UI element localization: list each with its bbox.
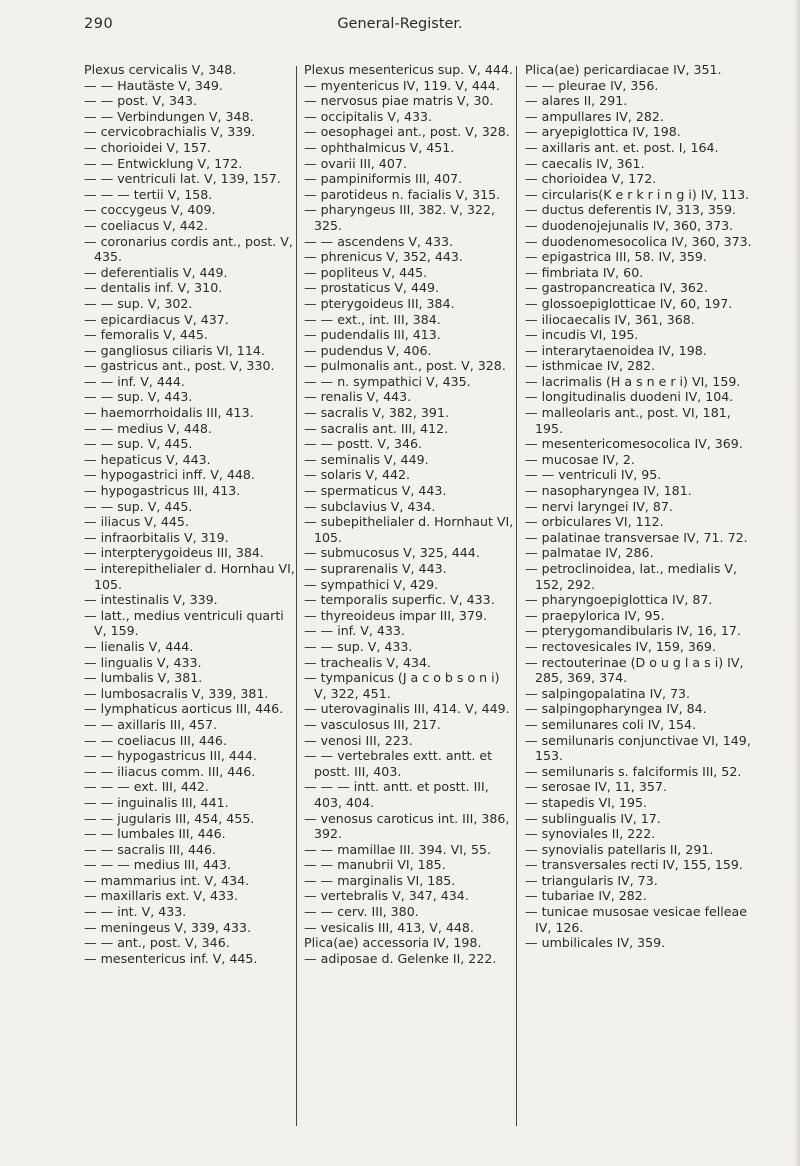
index-entry: — — inguinalis III, 441. bbox=[84, 794, 229, 810]
index-entry: Plexus cervicalis V, 348. bbox=[84, 62, 237, 77]
index-entry: — cervicobrachialis V, 339. bbox=[84, 124, 256, 140]
index-entry: — spermaticus V, 443. bbox=[304, 483, 447, 499]
index-entry: — lacrimalis (H a s n e r i) VI, 159. bbox=[525, 373, 741, 389]
index-entry: — — lumbales III, 446. bbox=[84, 826, 226, 842]
index-entry: — pampiniformis III, 407. bbox=[304, 171, 463, 187]
index-entry: — orbiculares VI, 112. bbox=[525, 514, 664, 530]
index-entry: — temporalis superfic. V, 433. bbox=[304, 592, 495, 608]
index-entry: — iliacus V, 445. bbox=[84, 514, 189, 530]
index-entry: — mesentericus inf. V, 445. bbox=[84, 950, 258, 966]
index-entry: — — hypogastricus III, 444. bbox=[84, 748, 257, 764]
index-entry: — myentericus IV, 119. V, 444. bbox=[304, 77, 500, 93]
index-entry: — — Hautäste V, 349. bbox=[84, 77, 223, 93]
index-entry: — pudendalis III, 413. bbox=[304, 327, 441, 343]
index-entry: — venosi III, 223. bbox=[304, 732, 413, 748]
index-entry: — — post. V, 343. bbox=[84, 93, 198, 109]
index-entry: — chorioidei V, 157. bbox=[84, 139, 211, 155]
index-entry: — sacralis V, 382, 391. bbox=[304, 405, 449, 421]
index-entry: — prostaticus V, 449. bbox=[304, 280, 439, 296]
index-entry: — interarytaenoidea IV, 198. bbox=[525, 342, 707, 358]
index-column-3 bbox=[525, 62, 753, 951]
index-entry: — — jugularis III, 454, 455. bbox=[84, 810, 255, 826]
index-entry: — serosae IV, 11, 357. bbox=[525, 779, 667, 795]
index-entry: — lumbalis V, 381. bbox=[84, 670, 203, 686]
column-divider bbox=[516, 66, 517, 1126]
index-entry: — mammarius int. V, 434. bbox=[84, 872, 250, 888]
index-entry: — synovialis patellaris II, 291. bbox=[525, 841, 714, 857]
index-entry: — sublingualis IV, 17. bbox=[525, 810, 661, 826]
index-entry: — vesicalis III, 413, V, 448. bbox=[304, 919, 474, 935]
index-entry: — praepylorica IV, 95. bbox=[525, 607, 665, 623]
index-entry: — nasopharyngea IV, 181. bbox=[525, 483, 692, 499]
index-entry: — pulmonalis ant., post. V, 328. bbox=[304, 358, 506, 374]
index-entry: — solaris V, 442. bbox=[304, 467, 410, 483]
index-entry: — tympanicus (J a c o b s o n i) V, 322, 451. bbox=[304, 670, 500, 701]
index-entry: — gastropancreatica IV, 362. bbox=[525, 280, 708, 296]
index-entry: — occipitalis V, 433. bbox=[304, 108, 433, 124]
index-entry: — — ascendens V, 433. bbox=[304, 233, 454, 249]
index-entry: — — sup. V, 433. bbox=[304, 638, 413, 654]
index-entry: — — iliacus comm. III, 446. bbox=[84, 763, 256, 779]
index-entry: — infraorbitalis V, 319. bbox=[84, 529, 229, 545]
index-entry: — — Verbindungen V, 348. bbox=[84, 108, 254, 124]
index-entry: — incudis VI, 195. bbox=[525, 327, 639, 343]
index-entry: — — sup. V, 445. bbox=[84, 498, 193, 514]
index-entry: — rectovesicales IV, 159, 369. bbox=[525, 638, 716, 654]
index-entry: — — sup. V, 443. bbox=[84, 389, 193, 405]
index-entry: — thyreoideus impar III, 379. bbox=[304, 607, 487, 623]
index-entry: — alares II, 291. bbox=[525, 93, 628, 109]
index-entry: — rectouterinae (D o u g l a s i) IV, 285, 369, 374. bbox=[525, 654, 744, 686]
index-entry: — interepithelialer d. Hornhau VI, 105. bbox=[84, 561, 295, 592]
index-entry: — duodenojejunalis IV, 360, 373. bbox=[525, 217, 734, 233]
index-entry: — intestinalis V, 339. bbox=[84, 592, 218, 608]
index-entry: — parotideus n. facialis V, 315. bbox=[304, 186, 501, 202]
index-entry: — interpterygoideus III, 384. bbox=[84, 545, 264, 561]
index-entry: — submucosus V, 325, 444. bbox=[304, 545, 480, 561]
index-entry: — semilunaris conjunctivae VI, 149, 153. bbox=[525, 732, 751, 764]
index-entry: — palmatae IV, 286. bbox=[525, 545, 654, 561]
index-entry: — latt., medius ventriculi quarti V, 159. bbox=[84, 607, 284, 639]
index-entry: — deferentialis V, 449. bbox=[84, 264, 228, 280]
index-entry: — — marginalis VI, 185. bbox=[304, 872, 456, 888]
index-entry: — tunicae musosae vesicae felleae IV, 126. bbox=[525, 904, 747, 935]
index-entry: — hypogastrici inff. V, 448. bbox=[84, 467, 255, 483]
index-entry: — — ext., int. III, 384. bbox=[304, 311, 441, 327]
column-divider bbox=[296, 66, 297, 1126]
index-entry: — gastricus ant., post. V, 330. bbox=[84, 358, 275, 374]
index-entry: — coccygeus V, 409. bbox=[84, 202, 216, 218]
index-entry: — — n. sympathici V, 435. bbox=[304, 373, 471, 389]
index-entry: — nervi laryngei IV, 87. bbox=[525, 498, 673, 514]
index-entry: — hepaticus V, 443. bbox=[84, 451, 211, 467]
index-entry: — renalis V, 443. bbox=[304, 389, 412, 405]
index-entry: — vertebralis V, 347, 434. bbox=[304, 888, 469, 904]
index-entry: — — sup. V, 302. bbox=[84, 295, 193, 311]
index-entry: — longitudinalis duodeni IV, 104. bbox=[525, 389, 734, 405]
index-entry: — triangularis IV, 73. bbox=[525, 872, 658, 888]
index-entry: — pharyngoepiglottica IV, 87. bbox=[525, 592, 713, 608]
index-entry: — subclavius V, 434. bbox=[304, 498, 436, 514]
page-edge-shadow bbox=[794, 0, 800, 1166]
index-entry: — palatinae transversae IV, 71. 72. bbox=[525, 529, 748, 545]
index-entry: — seminalis V, 449. bbox=[304, 451, 429, 467]
index-entry: — — postt. V, 346. bbox=[304, 436, 422, 452]
index-entry: — — sup. V, 445. bbox=[84, 436, 193, 452]
index-entry: — venosus caroticus int. III, 386, 392. bbox=[304, 810, 510, 842]
index-entry: — suprarenalis V, 443. bbox=[304, 561, 447, 576]
index-entry: — epicardiacus V, 437. bbox=[84, 311, 229, 327]
index-entry: — ductus deferentis IV, 313, 359. bbox=[525, 202, 736, 218]
index-entry: — iliocaecalis IV, 361, 368. bbox=[525, 311, 695, 327]
index-entry: — circularis(K e r k r i n g i) IV, 113. bbox=[525, 186, 750, 202]
index-entry: — phrenicus V, 352, 443. bbox=[304, 249, 463, 265]
index-entry: — vasculosus III, 217. bbox=[304, 716, 441, 732]
index-entry: — pterygoideus III, 384. bbox=[304, 295, 455, 311]
index-entry: — — — tertii V, 158. bbox=[84, 186, 213, 202]
index-entry: — — — ext. III, 442. bbox=[84, 779, 209, 795]
index-entry: — chorioidea V, 172. bbox=[525, 171, 657, 187]
index-entry: — nervosus piae matris V, 30. bbox=[304, 93, 494, 109]
index-entry: — ampullares IV, 282. bbox=[525, 108, 664, 124]
index-entry: Plexus mesentericus sup. V, 444. bbox=[304, 62, 513, 77]
index-entry: — axillaris ant. et. post. I, 164. bbox=[525, 139, 719, 155]
index-entry: — coronarius cordis ant., post. V, 435. bbox=[84, 233, 293, 265]
index-entry: — tubariae IV, 282. bbox=[525, 888, 647, 904]
index-entry: — — pleurae IV, 356. bbox=[525, 77, 659, 93]
index-entry: — semilunaris s. falciformis III, 52. bbox=[525, 763, 742, 779]
page-number: 290 bbox=[84, 16, 114, 32]
index-entry: — popliteus V, 445. bbox=[304, 264, 428, 280]
index-entry: — — inf. V, 444. bbox=[84, 373, 185, 389]
index-entry: — hypogastricus III, 413. bbox=[84, 483, 241, 499]
index-entry: — lingualis V, 433. bbox=[84, 654, 202, 670]
index-entry: — femoralis V, 445. bbox=[84, 327, 208, 343]
index-entry: — — ant., post. V, 346. bbox=[84, 935, 230, 951]
index-entry: — — ventriculi IV, 95. bbox=[525, 467, 662, 483]
index-entry: — haemorrhoidalis III, 413. bbox=[84, 405, 254, 421]
index-entry: — duodenomesocolica IV, 360, 373. bbox=[525, 233, 752, 249]
index-entry: — — inf. V, 433. bbox=[304, 623, 405, 639]
index-entry: — sympathici V, 429. bbox=[304, 576, 439, 592]
index-entry: — trachealis V, 434. bbox=[304, 654, 432, 670]
index-entry: — isthmicae IV, 282. bbox=[525, 358, 656, 374]
index-entry: — salpingopharyngea IV, 84. bbox=[525, 701, 707, 717]
index-entry: — coeliacus V, 442. bbox=[84, 217, 208, 233]
index-entry: — — Entwicklung V, 172. bbox=[84, 155, 243, 171]
index-entry: — dentalis inf. V, 310. bbox=[84, 280, 223, 296]
index-entry: — gangliosus ciliaris VI, 114. bbox=[84, 342, 265, 358]
index-entry: — — int. V, 433. bbox=[84, 904, 187, 920]
index-entry: — ophthalmicus V, 451. bbox=[304, 139, 455, 155]
index-entry: — — sacralis III, 446. bbox=[84, 841, 217, 857]
index-entry: — stapedis VI, 195. bbox=[525, 794, 647, 810]
index-entry: — — mamillae III. 394. VI, 55. bbox=[304, 841, 491, 857]
index-entry: — semilunares coli IV, 154. bbox=[525, 716, 697, 732]
index-entry: — lymphaticus aorticus III, 446. bbox=[84, 701, 284, 717]
index-entry: — mucosae IV, 2. bbox=[525, 451, 635, 467]
index-entry: — pterygomandibularis IV, 16, 17. bbox=[525, 623, 741, 639]
index-entry: — — vertebrales extt. antt. et postt. III, 403. bbox=[304, 748, 493, 779]
index-entry: — uterovaginalis III, 414. V, 449. bbox=[304, 701, 510, 717]
index-entry: — sacralis ant. III, 412. bbox=[304, 420, 449, 436]
index-entry: — — cerv. III, 380. bbox=[304, 904, 419, 920]
index-entry: — adiposae d. Gelenke II, 222. bbox=[304, 950, 497, 966]
index-entry: — malleolaris ant., post. VI, 181, 195. bbox=[525, 405, 731, 436]
index-entry: — — axillaris III, 457. bbox=[84, 716, 218, 732]
index-entry: — ovarii III, 407. bbox=[304, 155, 407, 171]
index-entry: — — — medius III, 443. bbox=[84, 857, 232, 873]
index-entry: — aryepiglottica IV, 198. bbox=[525, 124, 681, 140]
index-entry: — — ventriculi lat. V, 139, 157. bbox=[84, 171, 281, 187]
index-entry: — transversales recti IV, 155, 159. bbox=[525, 857, 743, 873]
index-entry: — meningeus V, 339, 433. bbox=[84, 919, 252, 935]
index-entry: — — medius V, 448. bbox=[84, 420, 212, 436]
index-entry: — lienalis V, 444. bbox=[84, 638, 194, 654]
index-entry: — petroclinoidea, lat., medialis V, 152, 292. bbox=[525, 561, 738, 592]
index-entry: — maxillaris ext. V, 433. bbox=[84, 888, 239, 904]
index-entry: — — — intt. antt. et postt. III, 403, 404. bbox=[304, 779, 489, 810]
index-entry: — salpingopalatina IV, 73. bbox=[525, 685, 690, 701]
index-entry: — — manubrii VI, 185. bbox=[304, 857, 446, 873]
index-column-2 bbox=[304, 62, 516, 966]
index-entry: — pudendus V, 406. bbox=[304, 342, 432, 358]
index-entry: — subepithelialer d. Hornhaut VI, 105. bbox=[304, 514, 514, 545]
index-entry: — caecalis IV, 361. bbox=[525, 155, 645, 171]
index-entry: Plica(ae) accessoria IV, 198. bbox=[304, 935, 482, 951]
index-entry: — glossoepiglotticae IV, 60, 197. bbox=[525, 295, 733, 311]
index-entry: Plica(ae) pericardiacae IV, 351. bbox=[525, 62, 722, 77]
index-entry: — oesophagei ant., post. V, 328. bbox=[304, 124, 510, 140]
index-entry: — synoviales II, 222. bbox=[525, 826, 656, 842]
index-entry: — epigastrica III, 58. IV, 359. bbox=[525, 249, 707, 265]
index-entry: — mesentericomesocolica IV, 369. bbox=[525, 436, 743, 452]
index-entry: — fimbriata IV, 60. bbox=[525, 264, 644, 280]
index-entry: — umbilicales IV, 359. bbox=[525, 935, 666, 951]
index-entry: — — coeliacus III, 446. bbox=[84, 732, 227, 748]
index-entry: — pharyngeus III, 382. V, 322, 325. bbox=[304, 202, 496, 233]
index-column-1 bbox=[84, 62, 296, 966]
running-head: General-Register. bbox=[337, 16, 463, 32]
index-entry: — lumbosacralis V, 339, 381. bbox=[84, 685, 269, 701]
